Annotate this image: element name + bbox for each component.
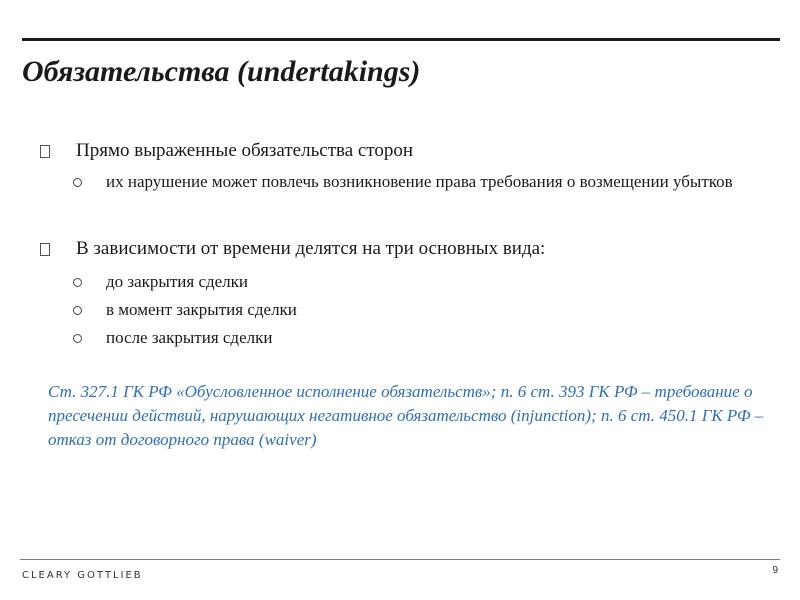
circle-bullet-icon	[73, 178, 82, 187]
bullet-text: В зависимости от времени делятся на три основных вида:	[76, 238, 546, 259]
bullet-item	[40, 138, 775, 164]
sub-bullet-text: их нарушение может повлечь возникновение права требования о возмещении убытков	[106, 172, 733, 191]
sub-bullet-item	[40, 270, 775, 294]
circle-bullet-icon	[73, 306, 82, 315]
title-top-rule	[22, 38, 780, 41]
slide-content	[40, 138, 775, 452]
sub-bullet-text: до закрытия сделки	[106, 272, 249, 291]
firm-logo: CLEARY GOTTLIEB	[22, 570, 143, 581]
sub-bullet-text: в момент закрытия сделки	[106, 300, 297, 319]
sub-bullet-item	[40, 298, 775, 322]
page-number: 9	[772, 565, 778, 576]
bullet-item	[40, 236, 775, 262]
square-bullet-icon	[40, 243, 50, 256]
legal-reference: Ст. 327.1 ГК РФ «Обусловленное исполнение обязательств»; п. 6 ст. 393 ГК РФ – требование о пресечении действий, нарушающих негативное обязательство (injunction); п. 6 ст. 450.1 ГК РФ – отказ от договорного права (waiver)	[48, 382, 764, 449]
bullet-text: Прямо выраженные обязательства сторон	[76, 140, 414, 161]
footer-rule	[20, 559, 780, 560]
slide-title: Обязательства (undertakings)	[22, 55, 421, 88]
circle-bullet-icon	[73, 278, 82, 287]
sub-bullet-item	[40, 170, 775, 194]
sub-bullet-item	[40, 326, 775, 350]
sub-bullet-text: после закрытия сделки	[106, 328, 273, 347]
circle-bullet-icon	[73, 334, 82, 343]
square-bullet-icon	[40, 145, 50, 158]
